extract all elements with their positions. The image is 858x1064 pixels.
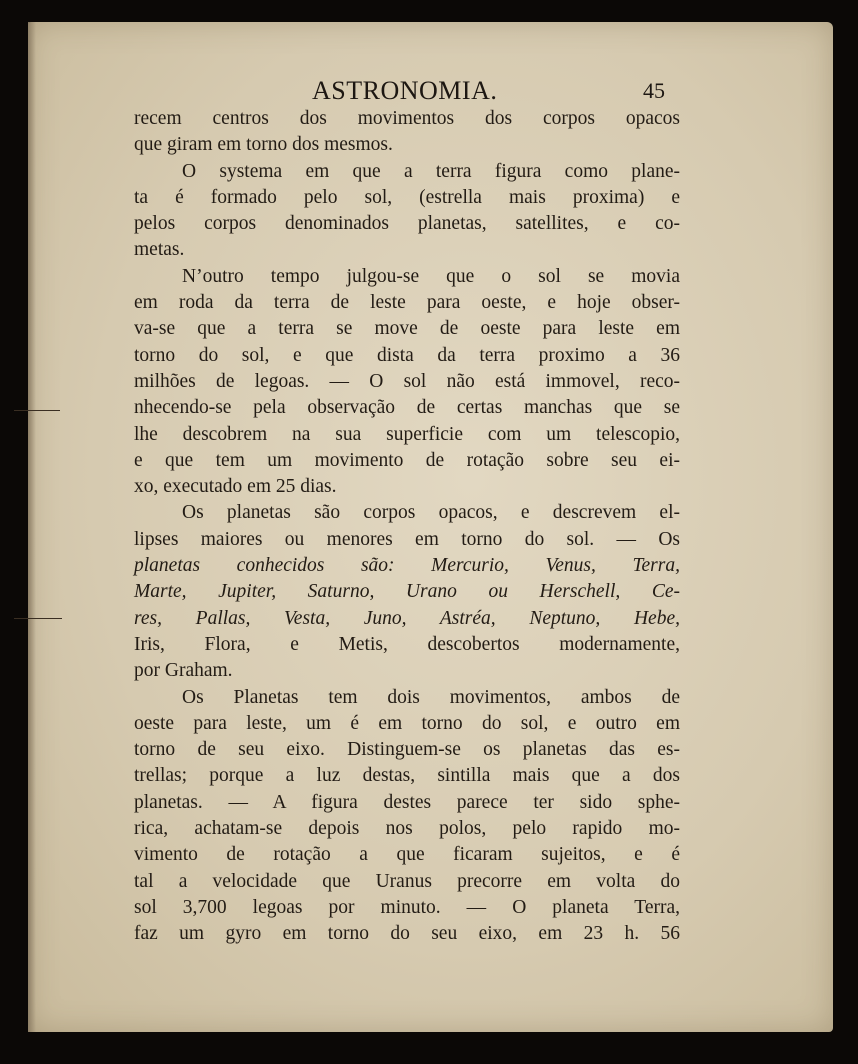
text-line: e que tem um movimento de rotação sobre seu ei-	[134, 449, 680, 471]
text-line: Marte, Jupiter, Saturno, Urano ou Herschell, Ce-	[134, 581, 680, 603]
margin-mark	[14, 618, 62, 619]
text-line: tal a velocidade que Uranus precorre em volta do	[134, 870, 680, 892]
text-line: por Graham.	[134, 660, 233, 682]
text-line: rica, achatam-se depois nos polos, pelo rapido mo-	[134, 818, 680, 840]
text-line: torno do sol, e que dista da terra proximo a 36	[134, 344, 680, 366]
text-line: milhões de legoas. — O sol não está immovel, reco-	[134, 370, 680, 392]
text-line: planetas. — A figura destes parece ter sido sphe-	[134, 791, 680, 813]
text-line: trellas; porque a luz destas, sintilla mais que a dos	[134, 765, 680, 787]
text-line: Iris, Flora, e Metis, descobertos modernamente,	[134, 633, 680, 655]
text-line: vimento de rotação a que ficaram sujeitos, e é	[134, 844, 680, 866]
text-line: lhe descobrem na sua superficie com um telescopio,	[134, 423, 680, 445]
text-line: Os Planetas tem dois movimentos, ambos de	[182, 686, 680, 708]
text-line: N’outro tempo julgou-se que o sol se movia	[182, 265, 680, 287]
text-line: em roda da terra de leste para oeste, e hoje obser-	[134, 292, 680, 314]
page-edge-shadow	[28, 22, 36, 1032]
text-line: pelos corpos denominados planetas, satellites, e co-	[134, 213, 680, 235]
margin-mark	[14, 410, 60, 411]
page-header	[0, 76, 858, 106]
body-text	[134, 106, 680, 948]
text-line: torno de seu eixo. Distinguem-se os planetas das es-	[134, 739, 680, 761]
text-line: Os planetas são corpos opacos, e descrevem el-	[182, 502, 680, 524]
text-line: planetas conhecidos são: Mercurio, Venus, Terra,	[134, 555, 680, 577]
running-head: ASTRONOMIA.	[312, 76, 498, 105]
text-line: nhecendo-se pela observação de certas manchas que se	[134, 397, 680, 419]
text-line: ta é formado pelo sol, (estrella mais proxima) e	[134, 186, 680, 208]
page-number: 45	[643, 78, 665, 103]
text-line: oeste para leste, um é em torno do sol, e outro em	[134, 712, 680, 734]
text-line: O systema em que a terra figura como plane-	[182, 160, 680, 182]
text-line: va-se que a terra se move de oeste para leste em	[134, 318, 680, 340]
text-line: recem centros dos movimentos dos corpos opacos	[134, 108, 680, 129]
text-line: sol 3,700 legoas por minuto. — O planeta Terra,	[134, 896, 680, 918]
text-line: res, Pallas, Vesta, Juno, Astréa, Neptuno, Hebe,	[134, 607, 680, 629]
text-line: lipses maiores ou menores em torno do sol. — Os	[134, 528, 680, 550]
text-line: que giram em torno dos mesmos.	[134, 134, 393, 156]
text-line: xo, executado em 25 dias.	[134, 476, 337, 498]
text-line: metas.	[134, 239, 185, 261]
text-line: faz um gyro em torno do seu eixo, em 23 h. 56	[134, 923, 680, 945]
